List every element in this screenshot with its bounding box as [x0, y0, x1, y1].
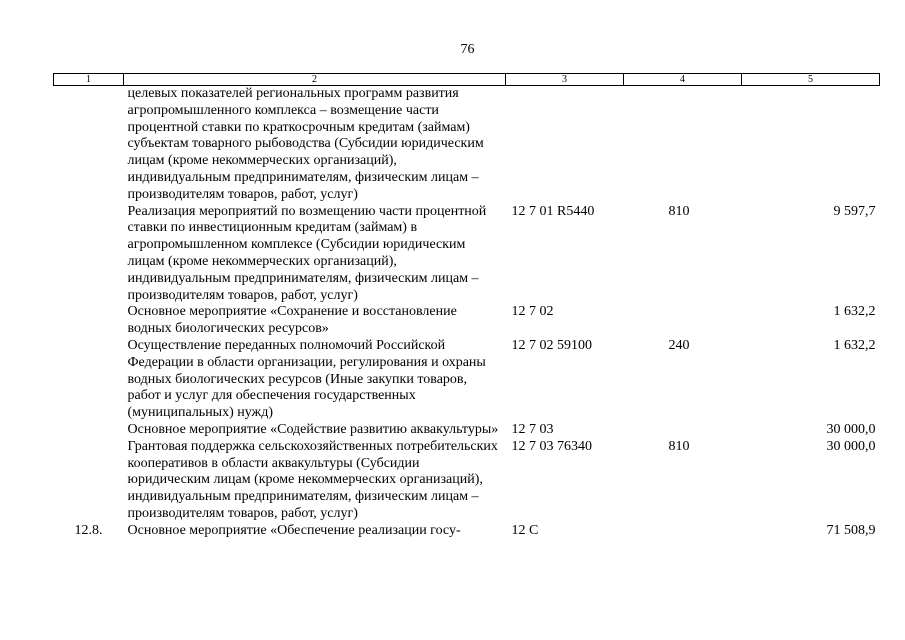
expense-type [624, 422, 742, 439]
item-name: Основное мероприятие «Обеспечение реализации госу- [127, 522, 461, 538]
item-name: целевых показателей региональных программ развития агропромышленного комплекса – возмещение части процентной ставки по краткосрочным кредитам (займам) субъектам товарного рыбоводства (Субсидии юридическим лицам (кроме некоммерческих организаций), индивидуальным предпринимателям, физическим лицам – производителям товаров, работ, услуг) [127, 86, 484, 202]
row-number [54, 422, 124, 439]
table-row [54, 439, 880, 523]
page-number: 76 [460, 42, 475, 57]
target-code [506, 86, 624, 204]
item-name: Грантовая поддержка сельскохозяйственных потребительских кооперативов в области аквакультуры (Субсидии юридическим лицам (кроме некоммерческих организаций), индивидуальным предпринимателям, физическим лицам – производителям товаров, работ, услуг) [127, 438, 498, 521]
target-code: 12 С [511, 522, 539, 538]
target-code: 12 7 02 59100 [511, 337, 592, 353]
amount: 9 597,7 [833, 203, 876, 219]
amount: 1 632,2 [833, 304, 876, 320]
amount: 71 508,9 [826, 522, 876, 538]
column-number: 1 [54, 74, 124, 86]
expense-type: 810 [668, 438, 690, 454]
row-number [54, 338, 124, 422]
expense-type: 240 [668, 337, 690, 353]
target-code: 12 7 01 R5440 [511, 203, 595, 219]
row-number: 12.8. [74, 522, 103, 538]
table-row [54, 304, 880, 338]
item-name: Реализация мероприятий по возмещению части процентной ставки по инвестиционным кредитам (займам) в агропромышленном комплексе (Субсидии юридическим лицам (кроме некоммерческих организаций), индивидуальным предпринимателям, физическим лицам – производителям товаров, работ, услуг) [127, 203, 487, 303]
item-name: Основное мероприятие «Содействие развитию аквакультуры» [127, 421, 499, 437]
item-name: Осуществление переданных полномочий Российской Федерации в области организации, регулирования и охраны водных биологических ресурсов (Иные закупки товаров, работ и услуг для обеспечения государственных (муниципальных) нужд) [127, 337, 486, 421]
table-row [54, 338, 880, 422]
expense-type [624, 523, 742, 540]
table-row [54, 422, 880, 439]
budget-table [53, 73, 880, 540]
column-number: 3 [506, 74, 624, 86]
item-name: Основное мероприятие «Сохранение и восстановление водных биологических ресурсов» [127, 304, 457, 337]
amount: 30 000,0 [826, 438, 876, 454]
amount [742, 86, 880, 204]
target-code: 12 7 03 [511, 421, 554, 437]
amount: 30 000,0 [826, 421, 876, 437]
table-row [54, 523, 880, 540]
expense-type [624, 86, 742, 204]
target-code: 12 7 03 76340 [511, 438, 592, 454]
row-number [54, 439, 124, 523]
column-number: 2 [124, 74, 506, 86]
table-row [54, 86, 880, 204]
column-number: 5 [742, 74, 880, 86]
column-number-row [54, 74, 880, 86]
table-row [54, 204, 880, 305]
target-code: 12 7 02 [511, 304, 554, 320]
amount: 1 632,2 [833, 337, 876, 353]
column-number: 4 [624, 74, 742, 86]
row-number [54, 86, 124, 204]
row-number [54, 304, 124, 338]
row-number [54, 204, 124, 305]
expense-type [624, 304, 742, 338]
expense-type: 810 [668, 203, 690, 219]
